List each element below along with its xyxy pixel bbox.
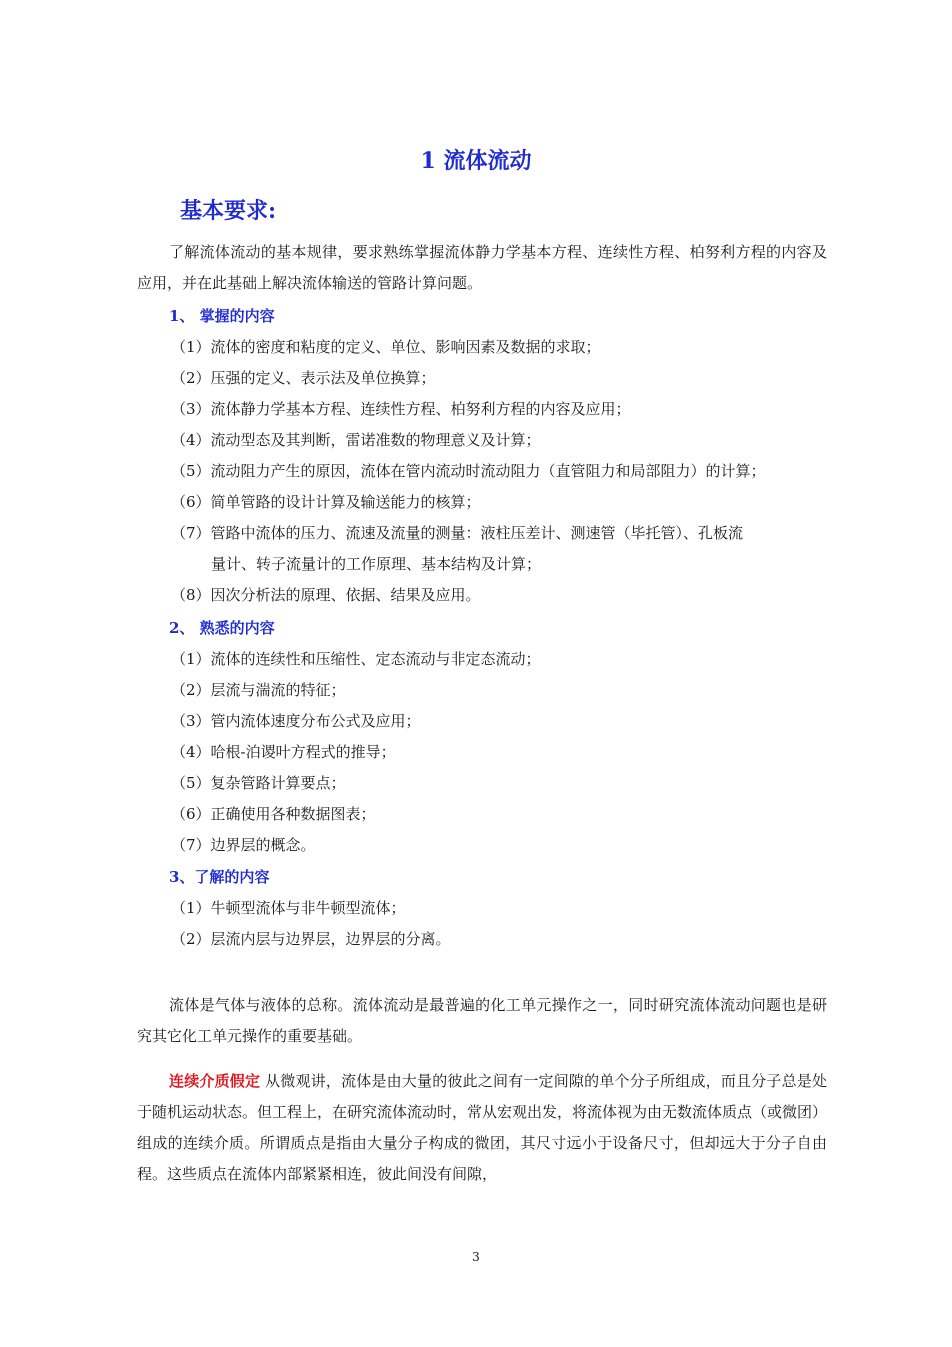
list-item: （1）流体的密度和粘度的定义、单位、影响因素及数据的求取； xyxy=(171,338,601,356)
continuum-paragraph xyxy=(137,1066,827,1190)
section-heading: 基本要求: xyxy=(180,198,277,224)
list-item: （3）流体静力学基本方程、连续性方程、柏努利方程的内容及应用； xyxy=(171,400,631,418)
list-item: （1）流体的连续性和压缩性、定态流动与非定态流动； xyxy=(171,650,541,668)
list-item-continuation xyxy=(171,549,831,580)
list-item: （4）流动型态及其判断，雷诺准数的物理意义及计算； xyxy=(171,431,541,449)
list-item: （2）压强的定义、表示法及单位换算； xyxy=(171,369,436,387)
list-item: （1）牛顿型流体与非牛顿型流体； xyxy=(171,899,406,917)
list-item: （6）正确使用各种数据图表； xyxy=(171,805,376,823)
list-item-continuation-text: 量计、转子流量计的工作原理、基本结构及计算； xyxy=(211,555,542,573)
group-heading-understand: 3、了解的内容 xyxy=(169,868,270,886)
page-number: 3 xyxy=(472,1250,480,1264)
list-item: （2）层流与湍流的特征； xyxy=(171,681,346,699)
continuum-text: 从微观讲，流体是由大量的彼此之间有一定间隙的单个分子所组成，而且分子总是处于随机运动状态。但工程上，在研究流体流动时，常从宏观出发，将流体视为由无数流体质点（或微团）组成的连续介质。所谓质点是指由大量分子构成的微团，其尺寸远小于设备尺寸，但却远大于分子自由程。这些质点在流体内部紧紧相连，彼此间没有间隙， xyxy=(137,1072,828,1183)
intro-paragraph: 了解流体流动的基本规律，要求熟练掌握流体静力学基本方程、连续性方程、柏努利方程的内容及应用，并在此基础上解决流体输送的管路计算问题。 xyxy=(137,243,827,292)
list-item: （5）复杂管路计算要点； xyxy=(171,774,346,792)
list-item: （8）因次分析法的原理、依据、结果及应用。 xyxy=(171,586,481,604)
list-item: （7）管路中流体的压力、流速及流量的测量：液柱压差计、测速管（毕托管）、孔板流 xyxy=(171,524,744,542)
list-item: （4）哈根-泊谡叶方程式的推导； xyxy=(171,743,396,761)
list-item: （2）层流内层与边界层，边界层的分离。 xyxy=(171,930,451,948)
continuum-term: 连续介质假定 xyxy=(169,1072,261,1090)
list-item: （5）流动阻力产生的原因，流体在管内流动时流动阻力（直管阻力和局部阻力）的计算； xyxy=(171,462,766,480)
body-paragraph: 流体是气体与液体的总称。流体流动是最普遍的化工单元操作之一，同时研究流体流动问题也是研究其它化工单元操作的重要基础。 xyxy=(137,996,827,1045)
list-item: （6）简单管路的设计计算及输送能力的核算； xyxy=(171,493,481,511)
list-item: （3）管内流体速度分布公式及应用； xyxy=(171,712,421,730)
group-heading-master: 1、 掌握的内容 xyxy=(169,307,275,325)
chapter-title: 1 流体流动 xyxy=(420,148,532,174)
group-heading-familiar: 2、 熟悉的内容 xyxy=(169,619,275,637)
list-item: （7）边界层的概念。 xyxy=(171,836,316,854)
